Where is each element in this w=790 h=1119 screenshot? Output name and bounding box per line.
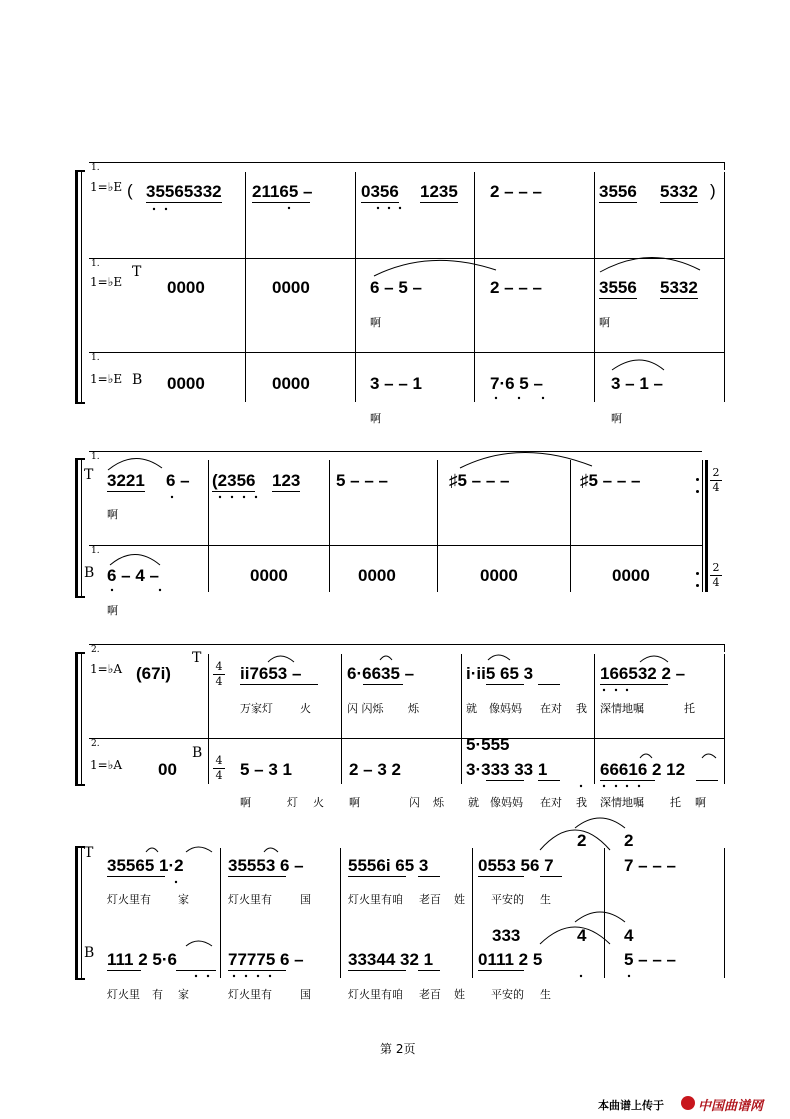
- measure-5b: 5332: [660, 182, 698, 201]
- voice-label-tenor: T: [132, 264, 142, 280]
- page-number: 第 2页: [380, 1042, 416, 1056]
- logo-icon: [681, 1096, 695, 1110]
- lyric: 啊: [599, 316, 610, 329]
- measure-5a: 3556: [599, 182, 637, 201]
- lyric: 啊: [370, 316, 381, 329]
- voice-label-bass: B: [132, 372, 143, 388]
- measure-4: 2 – – –: [490, 182, 542, 201]
- key-signature: 1=♭E: [90, 180, 123, 194]
- measure-3b: 1235: [420, 182, 458, 201]
- footer-text: 本曲谱上传于: [598, 1099, 664, 1112]
- site-logo: 中国曲谱网: [698, 1099, 764, 1114]
- measure-1: 35565332: [146, 182, 222, 201]
- time-signature: 2 4: [710, 467, 722, 494]
- measure-3a: 0356: [361, 182, 399, 201]
- volta-label: 1.: [91, 163, 100, 173]
- measure-2: 21165 –: [252, 182, 313, 201]
